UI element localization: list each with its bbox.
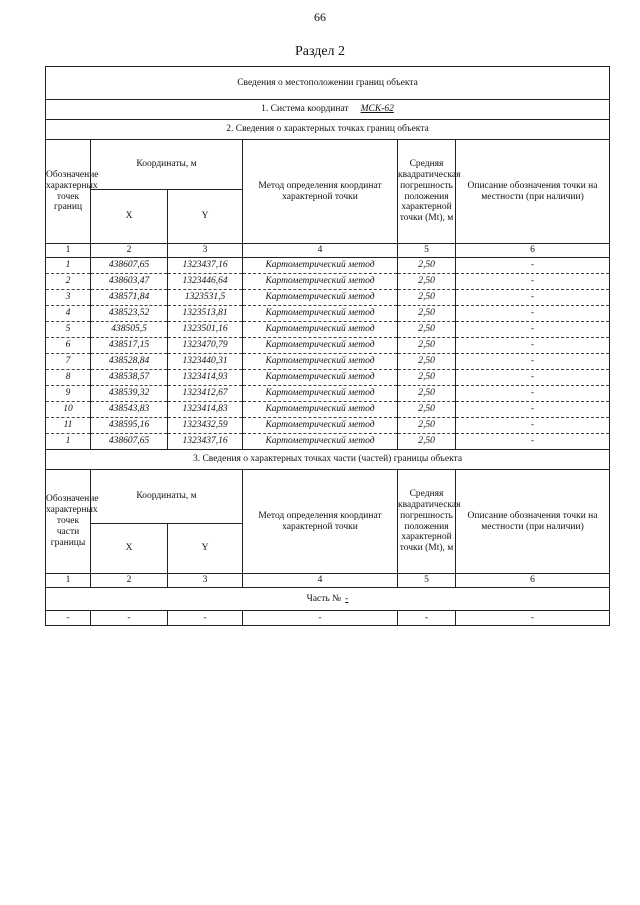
x-cell: 438603,47 bbox=[91, 274, 168, 290]
description-cell: - bbox=[456, 306, 610, 322]
point-number-cell: 1 bbox=[46, 434, 91, 450]
y-cell: 1323437,16 bbox=[168, 258, 243, 274]
page-number: 66 bbox=[314, 10, 326, 24]
y-cell: 1323414,93 bbox=[168, 370, 243, 386]
empty-cell: - bbox=[456, 611, 610, 626]
table-row bbox=[46, 290, 610, 306]
accuracy-cell: 2,50 bbox=[398, 306, 456, 322]
y-cell: 1323446,64 bbox=[168, 274, 243, 290]
method-cell: Картометрический метод bbox=[243, 290, 398, 306]
part-description-header: Описание обозначения точки на местности (при наличии) bbox=[456, 470, 610, 574]
method-cell: Картометрический метод bbox=[243, 322, 398, 338]
accuracy-cell: 2,50 bbox=[398, 370, 456, 386]
method-cell: Картометрический метод bbox=[243, 386, 398, 402]
description-cell: - bbox=[456, 402, 610, 418]
col-number: 6 bbox=[456, 574, 610, 588]
empty-cell: - bbox=[168, 611, 243, 626]
coord-system-label: 1. Система координат bbox=[261, 104, 349, 115]
col-number: 5 bbox=[398, 574, 456, 588]
method-cell: Картометрический метод bbox=[243, 370, 398, 386]
description-cell: - bbox=[456, 290, 610, 306]
method-cell: Картометрический метод bbox=[243, 418, 398, 434]
accuracy-cell: 2,50 bbox=[398, 402, 456, 418]
x-cell: 438528,84 bbox=[91, 354, 168, 370]
method-header: Метод определения координат характерной точки bbox=[243, 140, 398, 244]
table-row bbox=[46, 274, 610, 290]
x-cell: 438571,84 bbox=[91, 290, 168, 306]
table-row bbox=[46, 354, 610, 370]
point-label-header: Обозначение характерных точек границ bbox=[46, 140, 91, 244]
accuracy-cell: 2,50 bbox=[398, 434, 456, 450]
col-number: 2 bbox=[91, 244, 168, 258]
part-column-numbers-row bbox=[46, 574, 610, 588]
coord-system-value: МСК-62 bbox=[360, 104, 394, 115]
section2-title: 2. Сведения о характерных точках границ объекта bbox=[46, 120, 610, 140]
part-coords-header: Координаты, м bbox=[91, 470, 243, 524]
point-number-cell: 4 bbox=[46, 306, 91, 322]
accuracy-cell: 2,50 bbox=[398, 354, 456, 370]
y-cell: 1323437,16 bbox=[168, 434, 243, 450]
description-cell: - bbox=[456, 370, 610, 386]
point-number-cell: 3 bbox=[46, 290, 91, 306]
accuracy-cell: 2,50 bbox=[398, 386, 456, 402]
col-number: 3 bbox=[168, 574, 243, 588]
part-point-label-header: Обозначение характерных точек части границы bbox=[46, 470, 91, 574]
point-number-cell: 5 bbox=[46, 322, 91, 338]
table-row bbox=[46, 258, 610, 274]
description-cell: - bbox=[456, 386, 610, 402]
method-cell: Картометрический метод bbox=[243, 274, 398, 290]
point-number-cell: 10 bbox=[46, 402, 91, 418]
y-cell: 1323414,83 bbox=[168, 402, 243, 418]
description-cell: - bbox=[456, 274, 610, 290]
col-number: 5 bbox=[398, 244, 456, 258]
point-number-cell: 6 bbox=[46, 338, 91, 354]
col-number: 4 bbox=[243, 574, 398, 588]
section3-title: 3. Сведения о характерных точках части (частей) границы объекта bbox=[46, 450, 610, 470]
x-cell: 438607,65 bbox=[91, 258, 168, 274]
col-number: 6 bbox=[456, 244, 610, 258]
description-cell: - bbox=[456, 258, 610, 274]
table-row bbox=[46, 418, 610, 434]
description-cell: - bbox=[456, 434, 610, 450]
y-cell: 1323470,79 bbox=[168, 338, 243, 354]
description-cell: - bbox=[456, 354, 610, 370]
part-y-header: Y bbox=[168, 524, 243, 574]
point-number-cell: 11 bbox=[46, 418, 91, 434]
table-row bbox=[46, 370, 610, 386]
part-accuracy-header: Средняя квадратическая погрешность положения характерной точки (Mt), м bbox=[398, 470, 456, 574]
accuracy-cell: 2,50 bbox=[398, 322, 456, 338]
table-title: Сведения о местоположении границ объекта bbox=[46, 67, 610, 100]
part-method-header: Метод определения координат характерной точки bbox=[243, 470, 398, 574]
description-cell: - bbox=[456, 322, 610, 338]
y-cell: 1323412,67 bbox=[168, 386, 243, 402]
y-cell: 1323440,31 bbox=[168, 354, 243, 370]
col-number: 1 bbox=[46, 244, 91, 258]
accuracy-cell: 2,50 bbox=[398, 290, 456, 306]
point-number-cell: 7 bbox=[46, 354, 91, 370]
table-row bbox=[46, 338, 610, 354]
table-row bbox=[46, 434, 610, 450]
col-number: 1 bbox=[46, 574, 91, 588]
description-header: Описание обозначения точки на местности (при наличии) bbox=[456, 140, 610, 244]
accuracy-header: Средняя квадратическая погрешность положения характерной точки (Mt), м bbox=[398, 140, 456, 244]
y-cell: 1323501,16 bbox=[168, 322, 243, 338]
method-cell: Картометрический метод bbox=[243, 354, 398, 370]
empty-cell: - bbox=[398, 611, 456, 626]
empty-cell: - bbox=[91, 611, 168, 626]
section-title: Раздел 2 bbox=[294, 44, 346, 59]
col-number: 3 bbox=[168, 244, 243, 258]
x-cell: 438543,83 bbox=[91, 402, 168, 418]
x-cell: 438517,15 bbox=[91, 338, 168, 354]
table-row bbox=[46, 402, 610, 418]
part-empty-row bbox=[46, 611, 610, 626]
point-number-cell: 2 bbox=[46, 274, 91, 290]
col-number: 2 bbox=[91, 574, 168, 588]
table-row bbox=[46, 386, 610, 402]
point-number-cell: 9 bbox=[46, 386, 91, 402]
table-row bbox=[46, 322, 610, 338]
x-header: X bbox=[91, 190, 168, 244]
x-cell: 438595,16 bbox=[91, 418, 168, 434]
method-cell: Картометрический метод bbox=[243, 402, 398, 418]
accuracy-cell: 2,50 bbox=[398, 274, 456, 290]
coords-header: Координаты, м bbox=[91, 140, 243, 190]
part-number-row bbox=[46, 588, 610, 611]
method-cell: Картометрический метод bbox=[243, 306, 398, 322]
method-cell: Картометрический метод bbox=[243, 338, 398, 354]
empty-cell: - bbox=[46, 611, 91, 626]
y-cell: 1323513,81 bbox=[168, 306, 243, 322]
x-cell: 438538,57 bbox=[91, 370, 168, 386]
y-cell: 1323531,5 bbox=[168, 290, 243, 306]
part-label: Часть № bbox=[306, 593, 342, 604]
y-cell: 1323432,59 bbox=[168, 418, 243, 434]
accuracy-cell: 2,50 bbox=[398, 258, 456, 274]
coord-system-row bbox=[46, 100, 610, 120]
point-number-cell: 1 bbox=[46, 258, 91, 274]
point-number-cell: 8 bbox=[46, 370, 91, 386]
accuracy-cell: 2,50 bbox=[398, 338, 456, 354]
x-cell: 438505,5 bbox=[91, 322, 168, 338]
part-value: - bbox=[345, 593, 349, 604]
x-cell: 438607,65 bbox=[91, 434, 168, 450]
description-cell: - bbox=[456, 338, 610, 354]
x-cell: 438523,52 bbox=[91, 306, 168, 322]
x-cell: 438539,32 bbox=[91, 386, 168, 402]
table-row bbox=[46, 306, 610, 322]
description-cell: - bbox=[456, 418, 610, 434]
method-cell: Картометрический метод bbox=[243, 258, 398, 274]
part-x-header: X bbox=[91, 524, 168, 574]
y-header: Y bbox=[168, 190, 243, 244]
boundaries-table bbox=[45, 66, 610, 626]
col-number: 4 bbox=[243, 244, 398, 258]
accuracy-cell: 2,50 bbox=[398, 418, 456, 434]
column-numbers-row bbox=[46, 244, 610, 258]
empty-cell: - bbox=[243, 611, 398, 626]
method-cell: Картометрический метод bbox=[243, 434, 398, 450]
